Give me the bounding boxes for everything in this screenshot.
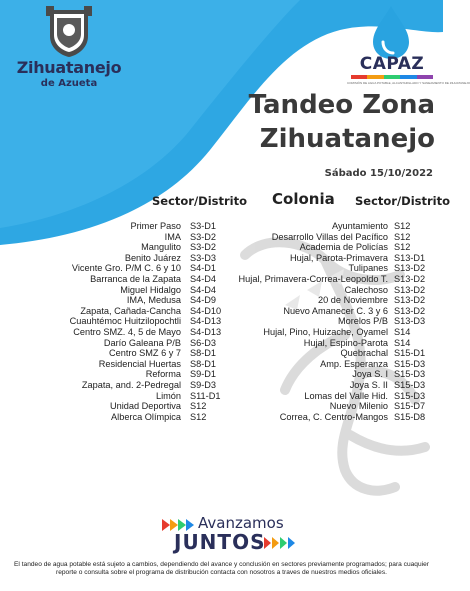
sector-code: S3-D3 [190,252,217,263]
sector-code: S15-D3 [394,358,426,369]
colonia-name: Ayuntamiento [331,221,388,231]
page-title-line1: Tandeo Zona [248,90,435,120]
colonia-name: Miguel Hidalgo [120,284,181,295]
colonia-name: Alberca Olímpica [111,411,181,422]
sector-code: S12 [394,242,411,253]
colonia-name: Nuevo Milenio [329,401,388,412]
sector-code: S4-D1 [190,263,217,274]
sector-code: S12 [394,231,411,242]
colonia-name: Primer Paso [130,221,181,231]
avanzamos-juntos-logo [162,516,312,556]
list-item [40,401,230,412]
sector-code: S15-D8 [394,411,426,422]
colonia-name: Hujal, Primavera-Correa-Leopoldo T. [238,273,388,284]
agency-name: CAPAZ [359,54,425,74]
left-colonia-list [40,221,230,422]
colonia-name: Hujal, Espino-Parota [303,337,388,348]
sector-code: S13-D1 [394,252,426,263]
list-item [40,232,230,243]
slogan-line2: JUNTOS [174,530,266,554]
colonia-name: Centro SMZ 6 y 7 [109,348,181,359]
header-colonia: Colonia [272,190,335,208]
sector-code: S3-D2 [190,242,217,253]
colonia-name: Desarrollo Villas del Pacífico [271,231,388,242]
list-item [40,327,230,338]
sector-code: S6-D3 [190,337,217,348]
list-item [40,391,230,402]
colonia-name: Benito Juárez [124,252,181,263]
list-item [40,348,230,359]
list-item [40,316,230,327]
municipio-name: Zihuatanejo [16,58,122,77]
list-item [228,369,433,380]
sector-code: S15-D3 [394,390,426,401]
list-item [228,306,433,317]
capaz-logo [345,4,470,85]
sector-code: S13-D2 [394,305,426,316]
list-item [228,242,433,253]
colonia-name: Reforma [145,369,181,380]
colonia-name: Unidad Deportiva [110,401,181,412]
list-item [228,359,433,370]
list-item [228,401,433,412]
list-item [40,274,230,285]
colonia-name: Lomas del Valle Hid. [304,390,388,401]
colonia-name: Residencial Huertas [98,358,181,369]
colonia-name: Zapata, and. 2-Pedregal [81,379,181,390]
chevron-icon [280,537,287,549]
colonia-name: Cuauhtémoc Huitzilopochtli [69,316,181,327]
list-item [228,285,433,296]
list-item [40,253,230,264]
list-item [40,338,230,349]
sector-code: S4-D4 [190,273,217,284]
sector-code: S8-D1 [190,348,217,359]
sector-code: S15-D3 [394,379,426,390]
colonia-name: Nuevo Amanecer C. 3 y 6 [283,305,388,316]
sector-code: S8-D1 [190,358,217,369]
brand-stripe [351,75,433,79]
right-colonia-list [228,221,433,422]
colonia-name: Tulipanes [348,263,388,274]
colonia-name: Hujal, Pino, Huizache, Oyamel [263,326,388,337]
sector-code: S11-D1 [190,390,221,401]
list-item [228,295,433,306]
colonia-name: IMA [164,231,181,242]
sector-code: S13-D2 [394,295,426,306]
sector-code: S13-D2 [394,284,426,295]
list-item [40,380,230,391]
colonia-name: Darío Galeana P/B [103,337,181,348]
colonia-name: Joya S. II [349,379,388,390]
list-item [40,306,230,317]
sector-code: S12 [394,221,411,231]
list-item [40,285,230,296]
list-item [228,338,433,349]
colonia-name: 20 de Noviembre [318,295,388,306]
sector-code: S13-D2 [394,263,426,274]
schedule-date: Sábado 15/10/2022 [324,168,433,179]
agency-tagline: COMISIÓN DE AGUA POTABLE, ALCANTARILLADO Y SANEAMIENTO DE ZIHUATANEJO [347,81,470,85]
list-item [228,232,433,243]
list-item [40,369,230,380]
list-item [40,242,230,253]
colonia-name: Hujal, Parota-Primavera [289,252,388,263]
chevron-icon [162,519,170,531]
sector-code: S3-D1 [190,221,217,231]
sector-code: S4-D4 [190,284,217,295]
sector-code: S14 [394,326,411,337]
colonia-name: Correa, C. Centro-Mangos [279,411,388,422]
sector-code: S15-D7 [394,401,426,412]
municipio-subtitle: de Azueta [40,78,98,89]
list-item [228,263,433,274]
slogan-line1: Avanzamos [198,514,284,532]
sector-code: S14 [394,337,411,348]
list-item [40,295,230,306]
list-item [228,412,433,423]
sector-code: S4-D13 [190,326,222,337]
list-item [228,316,433,327]
sector-code: S4-D10 [190,305,222,316]
list-item [40,412,230,423]
colonia-name: Zapata, Cañada-Cancha [80,305,181,316]
sector-code: S3-D2 [190,231,217,242]
sector-code: S15-D1 [394,348,426,359]
chevron-icon [264,537,271,549]
list-item [228,348,433,359]
colonia-name: Limón [155,390,181,401]
list-item [228,253,433,264]
header-sector-left: Sector/Distrito [152,194,248,208]
colonia-name: Amp. Esperanza [320,358,388,369]
sector-code: S15-D3 [394,369,426,380]
colonia-name: Vicente Gro. P/M C. 6 y 10 [71,263,181,274]
list-item [40,221,230,232]
colonia-name: Academia de Policías [299,242,388,253]
list-item [40,263,230,274]
footer-note: El tandeo de agua potable está sujeto a cambios, dependiendo del avance y conclusión en sectores previamente programados; para cuaquier reporte o consulta sobre el programa de distribución contacta con nosotros a traves de nuestros medios oficiales. [14,561,429,577]
colonia-name: Barranca de la Zapata [90,273,181,284]
header-sector-right: Sector/Distrito [355,194,451,208]
list-item [228,221,433,232]
list-item [228,274,433,285]
list-item [228,391,433,402]
sector-code: S4-D13 [190,316,222,327]
municipal-seal-icon [44,6,94,58]
page-title-line2: Zihuatanejo [259,124,435,154]
sector-code: S13-D3 [394,316,426,327]
colonia-name: IMA, Medusa [126,295,181,306]
list-item [228,327,433,338]
colonia-name: Quebrachal [340,348,388,359]
sector-code: S13-D2 [394,273,426,284]
colonia-name: Joya S. I [352,369,388,380]
sector-code: S4-D9 [190,295,217,306]
sector-code: S9-D3 [190,379,217,390]
chevron-icon [288,537,295,549]
sector-code: S12 [190,401,207,412]
chevron-icon [272,537,279,549]
colonia-name: Mangulito [141,242,181,253]
list-item [228,380,433,391]
sector-code: S12 [190,411,207,422]
municipio-logo [6,6,131,96]
sector-code: S9-D1 [190,369,217,380]
colonia-name: Morelos P/B [337,316,388,327]
colonia-name: Calechoso [344,284,388,295]
list-item [40,359,230,370]
colonia-name: Centro SMZ. 4, 5 de Mayo [73,326,181,337]
